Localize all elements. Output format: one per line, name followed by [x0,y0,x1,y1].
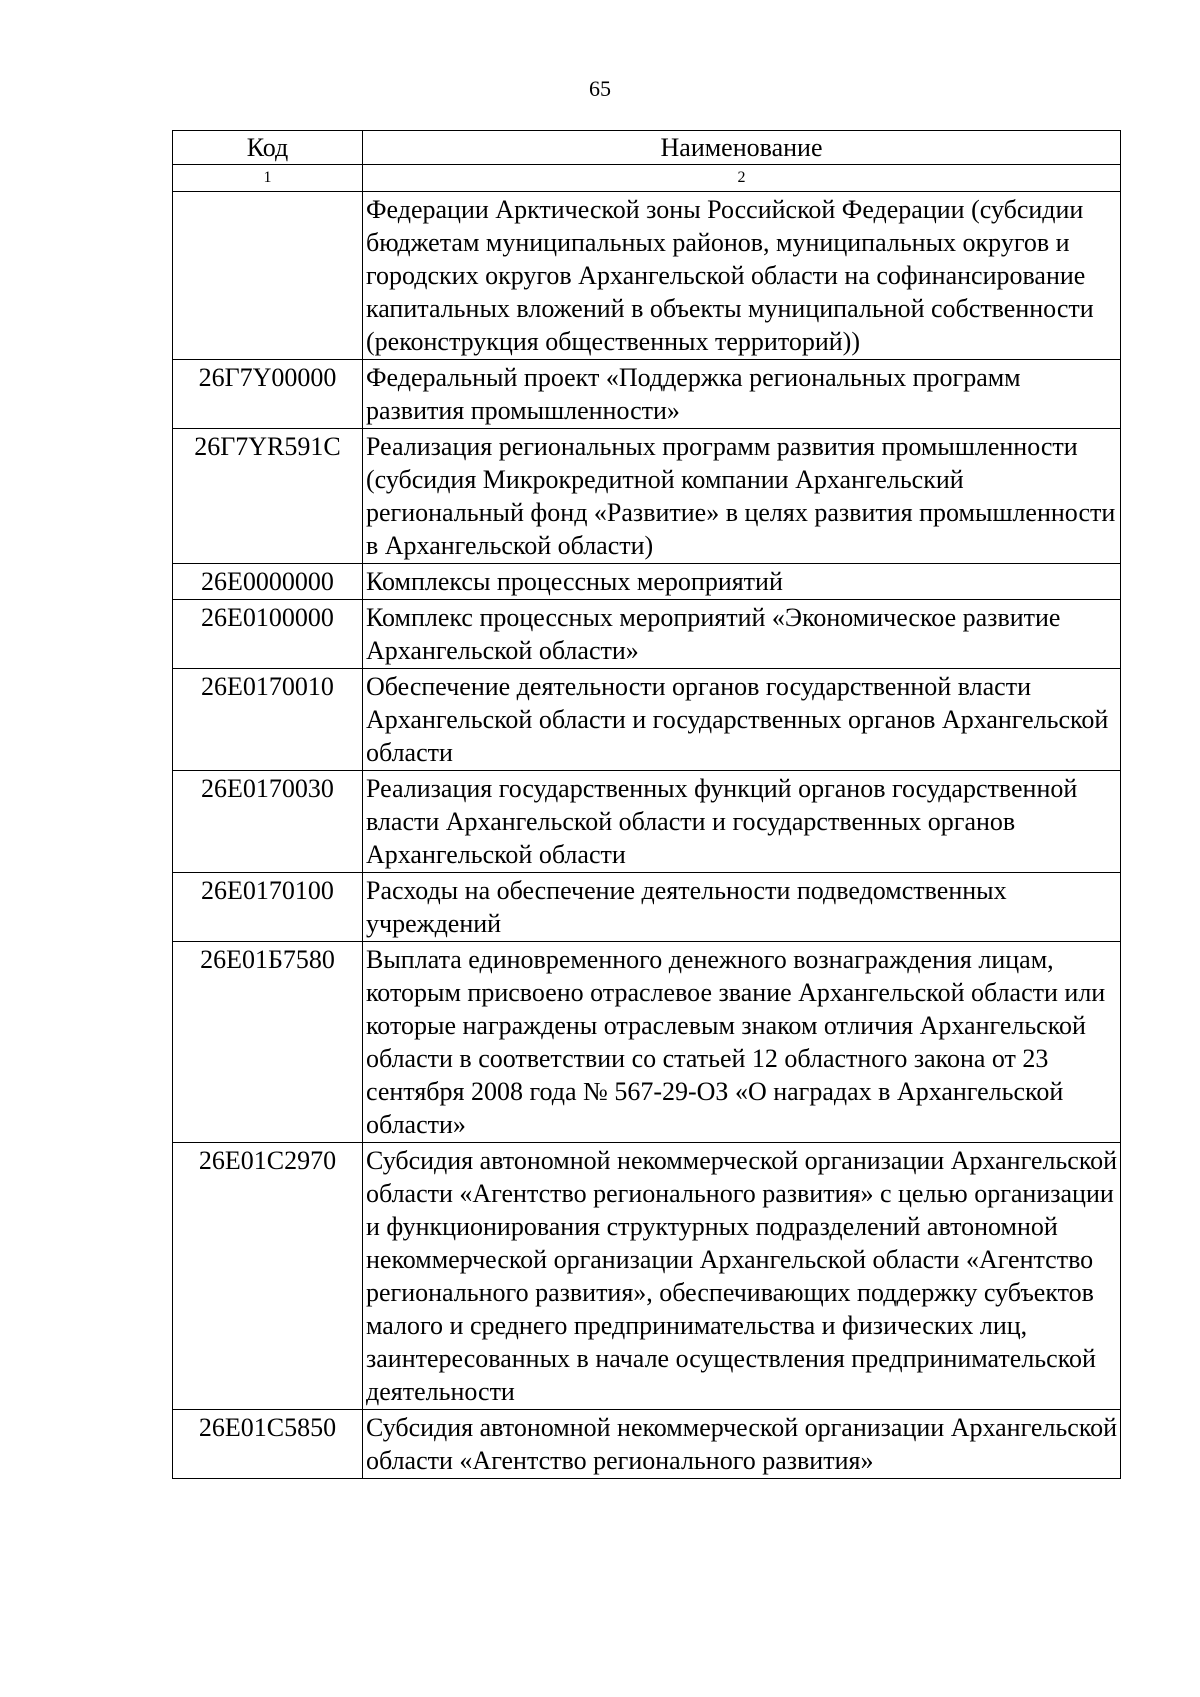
column-numbers-row [173,165,1121,192]
row-code: 26Е0000000 [173,564,363,600]
table-row [173,669,1121,771]
row-name: Субсидия автономной некоммерческой организации Архангельской области «Агентство регионального развития» с целью организации и функционирования структурных подразделений автономной некоммерческой организации Архангельской области «Агентство регионального развития», обеспечивающих поддержку субъектов малого и среднего предпринимательства и физических лиц, заинтересованных в начале осуществления предпринимательской деятельности [363,1143,1121,1410]
header-name: Наименование [363,131,1121,165]
table-header-row [173,131,1121,165]
row-code: 26Е01С2970 [173,1143,363,1410]
column-number-code: 1 [173,165,363,192]
table-row [173,600,1121,669]
page-number: 65 [589,76,611,101]
row-code: 26Г7Y00000 [173,360,363,429]
row-name: Комплексы процессных мероприятий [363,564,1121,600]
table-row [173,564,1121,600]
row-name: Реализация государственных функций органов государственной власти Архангельской области и государственных органов Архангельской области [363,771,1121,873]
table-row [173,771,1121,873]
row-name: Реализация региональных программ развития промышленности (субсидия Микрокредитной компании Архангельский региональный фонд «Развитие» в целях развития промышленности в Архангельской области) [363,429,1121,564]
row-name: Расходы на обеспечение деятельности подведомственных учреждений [363,873,1121,942]
row-code: 26Е01Б7580 [173,942,363,1143]
row-code: 26Е0170030 [173,771,363,873]
budget-codes-table [172,130,1121,1479]
row-code: 26Е0170010 [173,669,363,771]
table-row [173,1143,1121,1410]
table-row [173,192,1121,360]
table-row [173,360,1121,429]
row-name: Обеспечение деятельности органов государственной власти Архангельской области и государственных органов Архангельской области [363,669,1121,771]
column-number-name: 2 [363,165,1121,192]
row-code: 26Е0170100 [173,873,363,942]
table-row [173,942,1121,1143]
row-name: Комплекс процессных мероприятий «Экономическое развитие Архангельской области» [363,600,1121,669]
table-row [173,429,1121,564]
table-row [173,873,1121,942]
row-name: Федеральный проект «Поддержка региональных программ развития промышленности» [363,360,1121,429]
row-name: Субсидия автономной некоммерческой организации Архангельской области «Агентство регионального развития» [363,1410,1121,1479]
row-code [173,192,363,360]
row-code: 26Г7YR591С [173,429,363,564]
row-name: Выплата единовременного денежного вознаграждения лицам, которым присвоено отраслевое звание Архангельской области или которые награждены отраслевым знаком отличия Архангельской области в соответствии со статьей 12 областного закона от 23 сентября 2008 года № 567-29-ОЗ «О наградах в Архангельской области» [363,942,1121,1143]
header-code: Код [173,131,363,165]
row-code: 26Е01С5850 [173,1410,363,1479]
table-row [173,1410,1121,1479]
row-code: 26Е0100000 [173,600,363,669]
row-name: Федерации Арктической зоны Российской Федерации (субсидии бюджетам муниципальных районов, муниципальных округов и городских округов Архангельской области на софинансирование капитальных вложений в объекты муниципальной собственности (реконструкция общественных территорий)) [363,192,1121,360]
